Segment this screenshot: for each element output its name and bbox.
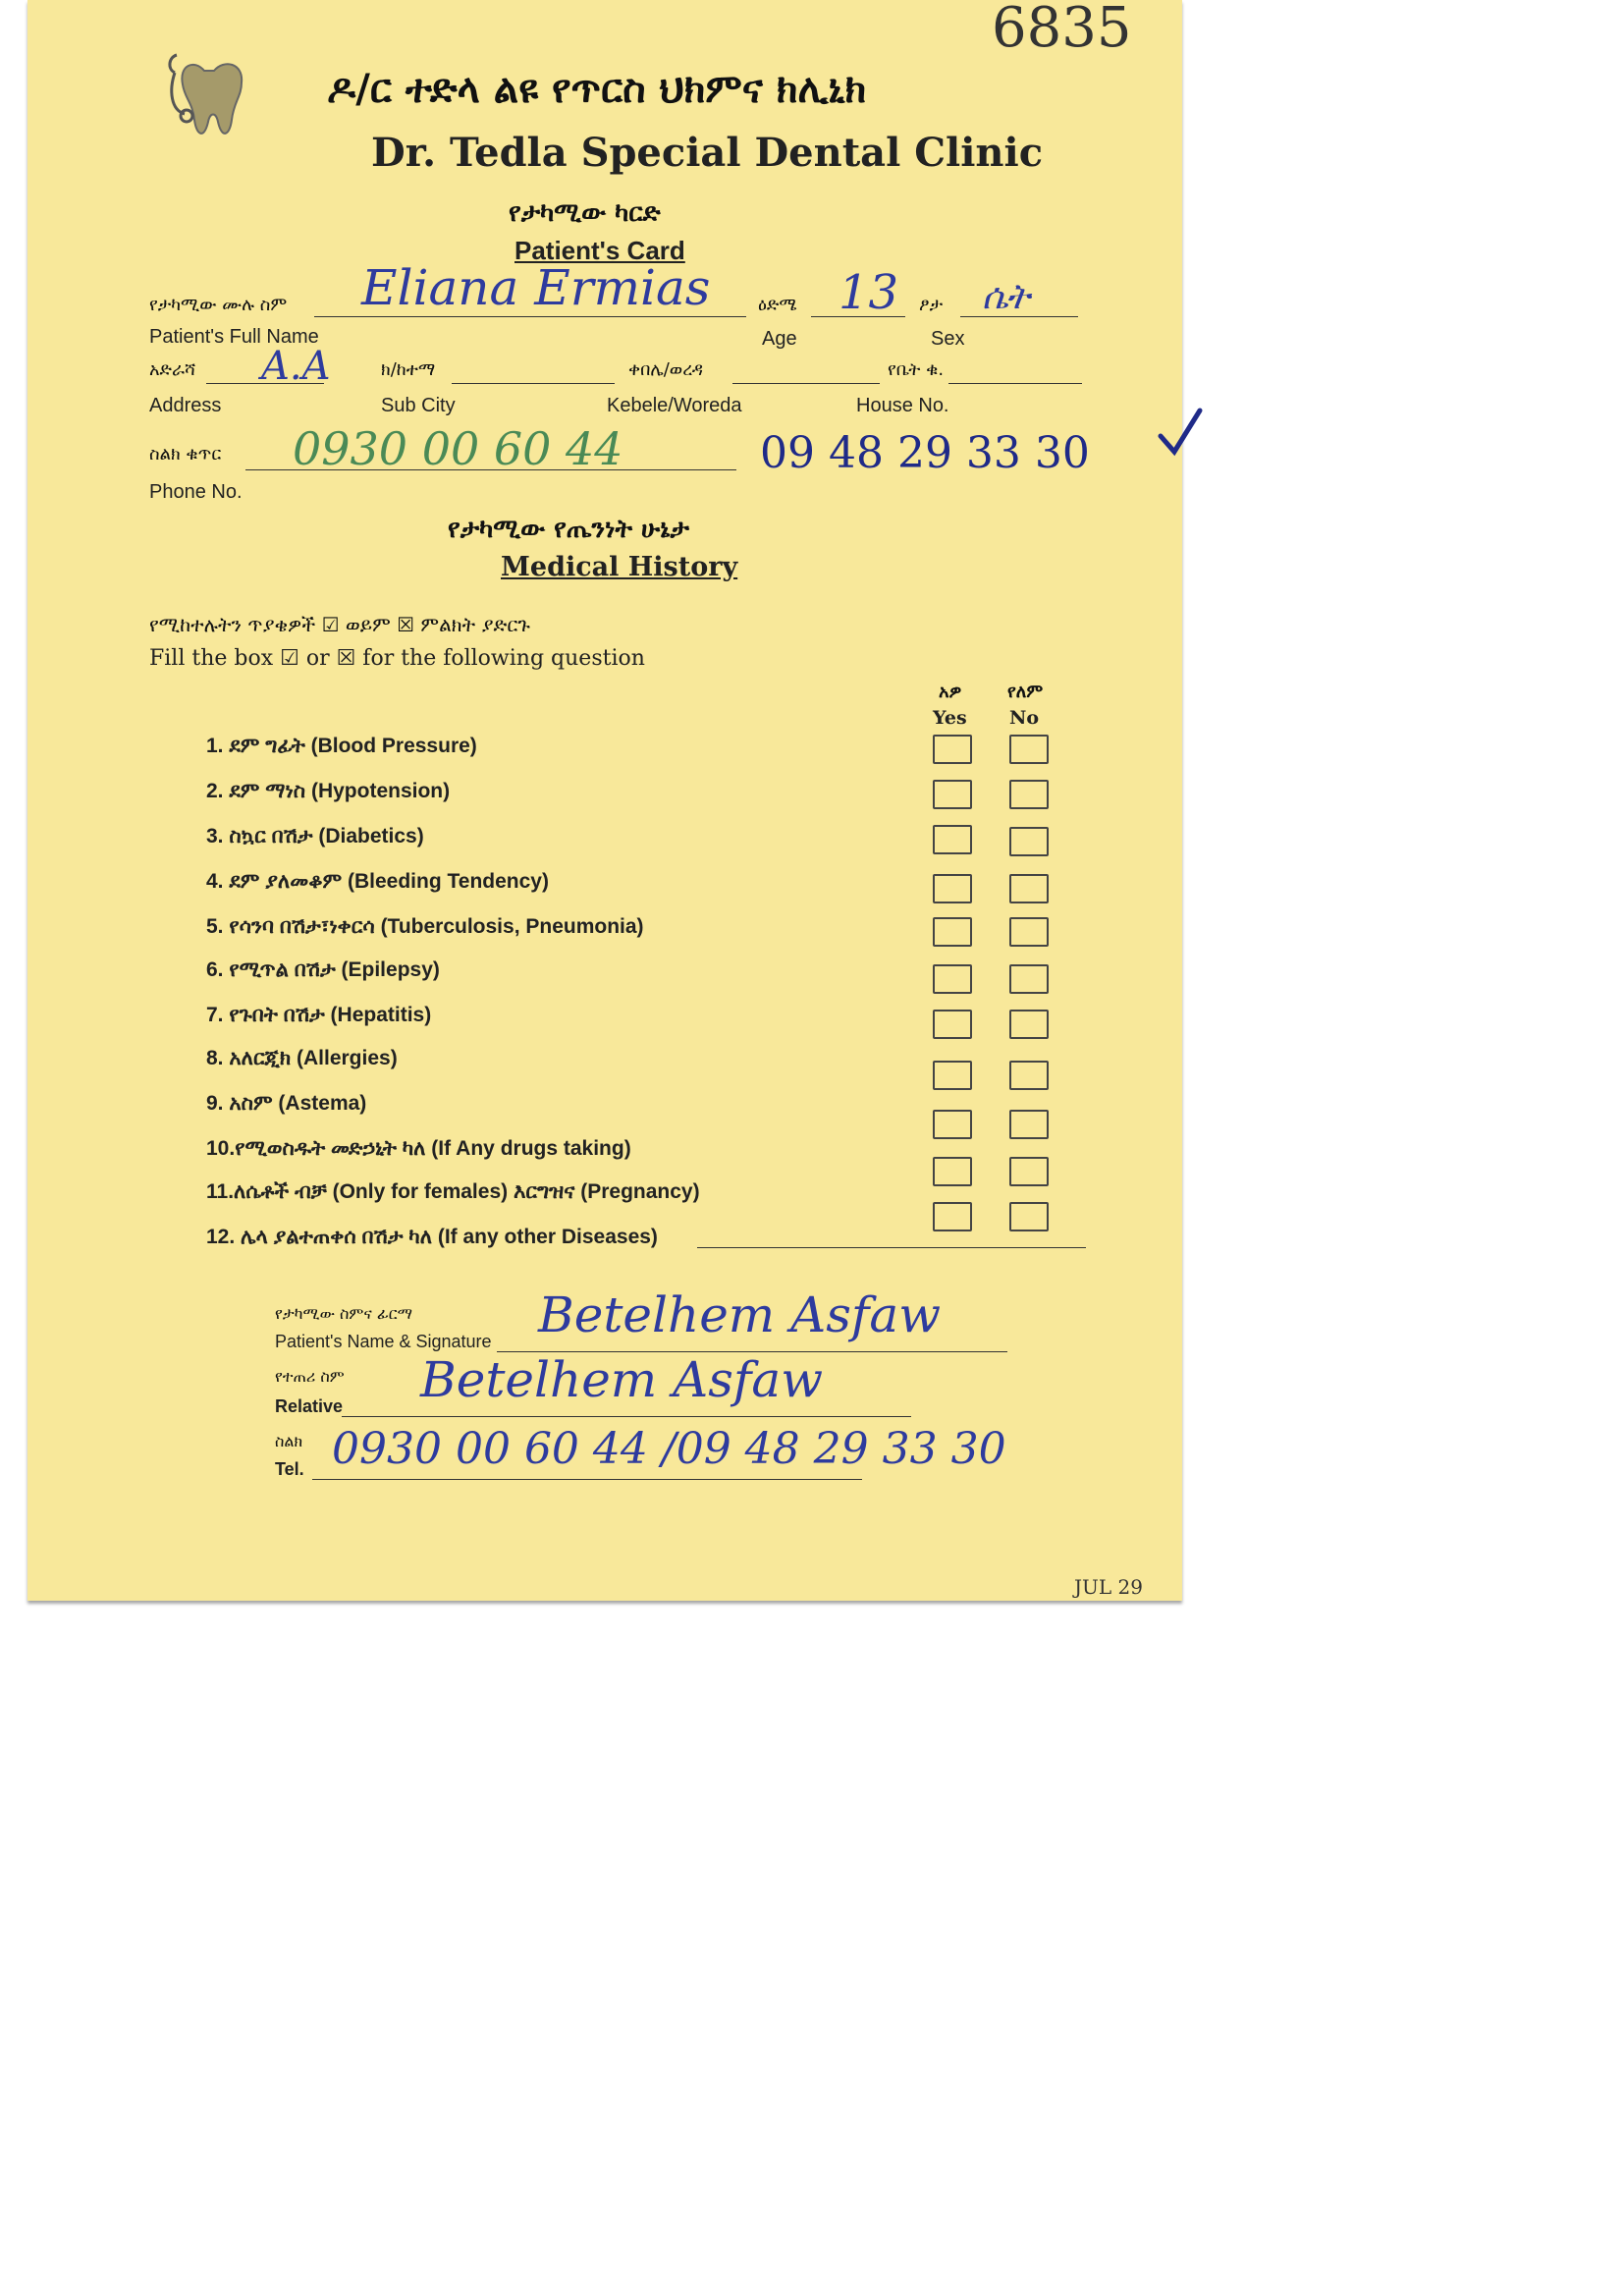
yes-header-am: አዎ xyxy=(939,682,962,702)
no-checkbox-1[interactable] xyxy=(1009,735,1049,764)
card-title-amharic: የታካሚው ካርድ xyxy=(509,198,661,228)
kebele-label-am: ቀበሌ/ወረዳ xyxy=(628,359,703,380)
yes-checkbox-8[interactable] xyxy=(933,1061,972,1090)
yes-checkbox-3[interactable] xyxy=(933,825,972,854)
patient-card xyxy=(27,0,1182,1601)
clinic-logo xyxy=(165,51,255,147)
footer-mark: JUL 29 xyxy=(1074,1575,1143,1599)
subcity-label-en: Sub City xyxy=(381,395,456,416)
clinic-name-english: Dr. Tedla Special Dental Clinic xyxy=(371,130,1044,176)
signature-value: Betelhem Asfaw xyxy=(538,1286,941,1343)
question-diabetics: 3. ስኳር በሽታ (Diabetics) xyxy=(206,825,424,847)
tooth-logo-icon xyxy=(165,51,255,147)
yes-checkbox-7[interactable] xyxy=(933,1010,972,1039)
no-checkbox-6[interactable] xyxy=(1009,964,1049,994)
full-name-line xyxy=(314,316,746,317)
yes-header-en: Yes xyxy=(933,707,967,729)
tel-label-en: Tel. xyxy=(275,1459,304,1479)
full-name-label-am: የታካሚው ሙሉ ስም xyxy=(149,295,288,315)
subcity-line xyxy=(452,383,615,384)
age-value: 13 xyxy=(839,265,899,320)
instruction-amharic: የሚከተሉትን ጥያቄዎች ☑ ወይም ☒ ምልክት ያድርጉ xyxy=(149,613,530,636)
no-header-am: የለም xyxy=(1007,682,1044,702)
signature-label-en: Patient's Name & Signature xyxy=(275,1332,492,1351)
question-bleeding-tendency: 4. ደም ያለመቆም (Bleeding Tendency) xyxy=(206,870,549,893)
tel-line xyxy=(312,1479,862,1480)
other-diseases-line xyxy=(697,1247,1086,1248)
no-checkbox-9[interactable] xyxy=(1009,1110,1049,1139)
signature-label-am: የታካሚው ስምና ፊርማ xyxy=(275,1304,413,1323)
address-label-en: Address xyxy=(149,395,222,416)
sex-value: ሴት xyxy=(982,277,1030,317)
question-astema: 9. አስም (Astema) xyxy=(206,1092,367,1115)
subcity-label-am: ክ/ከተማ xyxy=(381,359,436,380)
no-checkbox-10[interactable] xyxy=(1009,1157,1049,1186)
address-label-am: አድራሻ xyxy=(149,359,196,380)
history-title-amharic: የታካሚው የጤንነት ሁኔታ xyxy=(448,515,689,544)
kebele-label-en: Kebele/Woreda xyxy=(607,395,742,416)
yes-checkbox-1[interactable] xyxy=(933,735,972,764)
no-checkbox-3[interactable] xyxy=(1009,827,1049,856)
phone-value-1: 0930 00 60 44 xyxy=(293,422,623,475)
yes-checkbox-2[interactable] xyxy=(933,780,972,809)
no-checkbox-7[interactable] xyxy=(1009,1010,1049,1039)
house-label-en: House No. xyxy=(856,395,949,416)
sex-label-en: Sex xyxy=(931,328,965,350)
relative-line xyxy=(342,1416,911,1417)
question-other-diseases: 12. ሌላ ያልተጠቀሰ በሽታ ካለ (If any other Diseases) xyxy=(206,1226,658,1248)
kebele-line xyxy=(732,383,880,384)
phone-label-en: Phone No. xyxy=(149,481,243,503)
instruction-english: Fill the box ☑ or ☒ for the following question xyxy=(149,646,645,671)
card-title-english: Patient's Card xyxy=(514,236,685,265)
yes-checkbox-5[interactable] xyxy=(933,917,972,947)
full-name-label-en: Patient's Full Name xyxy=(149,326,319,348)
clinic-name-amharic: ዶ/ር ተድላ ልዩ የጥርስ ህክምና ክሊኒክ xyxy=(327,67,867,112)
no-checkbox-2[interactable] xyxy=(1009,780,1049,809)
tel-value: 0930 00 60 44 /09 48 29 33 30 xyxy=(332,1424,1006,1474)
phone-value-2: 09 48 29 33 30 xyxy=(760,428,1090,478)
house-line xyxy=(948,383,1082,384)
question-epilepsy: 6. የሚጥል በሽታ (Epilepsy) xyxy=(206,958,440,981)
tel-label-am: ስልክ xyxy=(275,1432,303,1450)
question-tuberculosis: 5. የሳንባ በሽታ፣ነቀርሳ (Tuberculosis, Pneumonia) xyxy=(206,915,644,938)
relative-label-am: የተጠሪ ስም xyxy=(275,1367,345,1386)
question-hepatitis: 7. የጉበት በሽታ (Hepatitis) xyxy=(206,1004,432,1026)
question-allergies: 8. አለርጂክ (Allergies) xyxy=(206,1047,398,1069)
question-hypotension: 2. ደም ማነስ (Hypotension) xyxy=(206,780,451,802)
full-name-value: Eliana Ermias xyxy=(361,259,711,316)
card-number: 6835 xyxy=(992,0,1132,60)
relative-value: Betelhem Asfaw xyxy=(420,1351,823,1408)
checkmark-icon xyxy=(1157,407,1204,462)
no-checkbox-5[interactable] xyxy=(1009,917,1049,947)
phone-label-am: ስልክ ቁጥር xyxy=(149,444,222,465)
history-title-english: Medical History xyxy=(501,552,738,582)
yes-checkbox-9[interactable] xyxy=(933,1110,972,1139)
yes-checkbox-11[interactable] xyxy=(933,1202,972,1231)
question-pregnancy: 11.ለሴቶች ብቻ (Only for females) እርግዝና (Pregnancy) xyxy=(206,1180,700,1203)
yes-checkbox-6[interactable] xyxy=(933,964,972,994)
house-label-am: የቤት ቁ. xyxy=(888,359,945,380)
no-checkbox-11[interactable] xyxy=(1009,1202,1049,1231)
question-blood-pressure: 1. ደም ግፊት (Blood Pressure) xyxy=(206,735,477,757)
age-label-am: ዕድሜ xyxy=(758,295,797,315)
yes-checkbox-4[interactable] xyxy=(933,874,972,903)
sex-label-am: ፆታ xyxy=(919,295,944,315)
no-checkbox-4[interactable] xyxy=(1009,874,1049,903)
no-checkbox-8[interactable] xyxy=(1009,1061,1049,1090)
address-value: A.A xyxy=(261,344,331,389)
yes-checkbox-10[interactable] xyxy=(933,1157,972,1186)
no-header-en: No xyxy=(1009,707,1040,729)
question-drugs: 10.የሚወስዱት መድኃኒት ካለ (If Any drugs taking) xyxy=(206,1137,631,1160)
relative-label-en: Relative xyxy=(275,1396,344,1416)
age-label-en: Age xyxy=(762,328,797,350)
